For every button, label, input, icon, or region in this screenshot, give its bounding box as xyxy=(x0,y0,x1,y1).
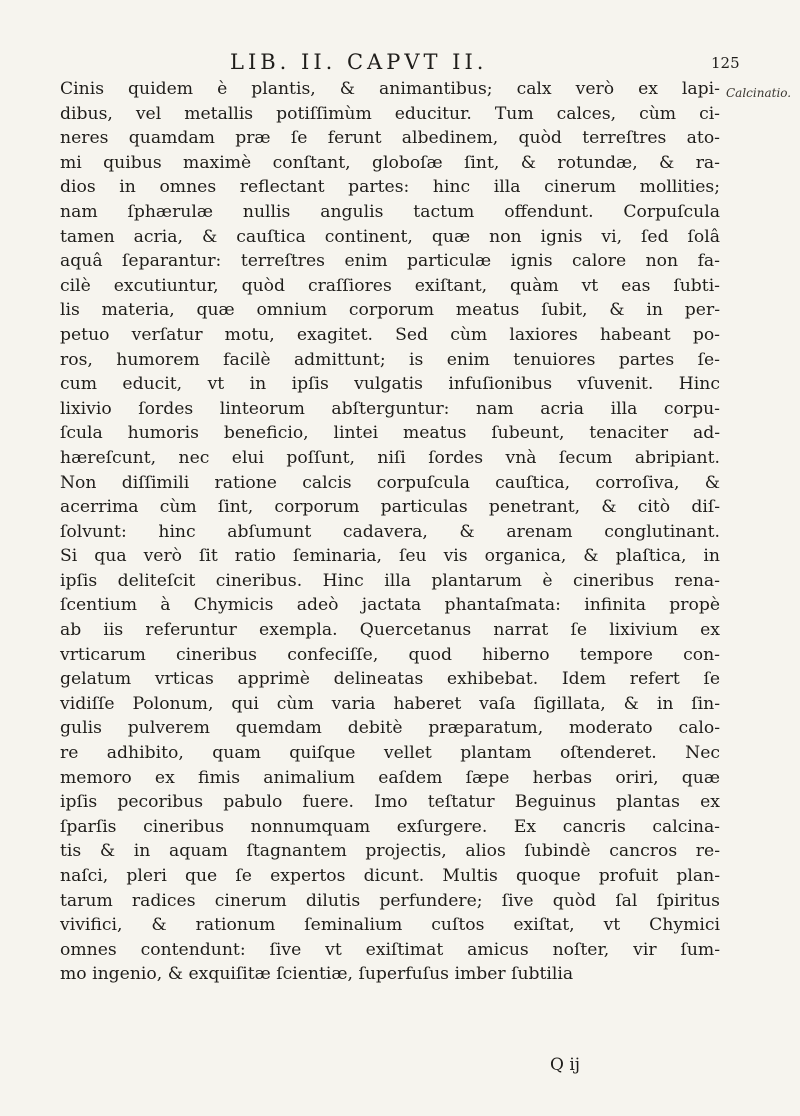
text-line: ros, humorem facilè admittunt; is enim tenuiores partes ſe- xyxy=(60,349,720,370)
text-line: nam ſphærulæ nullis angulis tactum offendunt. Corpuſcula xyxy=(60,201,720,222)
page-number: 125 xyxy=(711,54,740,72)
text-line: Cinis quidem è plantis, & animantibus; calx verò ex lapi- xyxy=(60,79,720,99)
running-head: LIB. II. CAPVT II. xyxy=(230,50,488,74)
text-line: aquâ ſeparantur: terreſtres enim particulæ ignis calore non fa- xyxy=(60,251,720,272)
page-header xyxy=(0,50,800,80)
text-line: cum educit, vt in ipſis vulgatis infuſionibus vſuvenit. Hinc xyxy=(60,374,720,395)
text-line: dios in omnes reflectant partes: hinc illa cinerum mollities; xyxy=(60,177,720,198)
text-line: memoro ex fimis animalium eaſdem ſæpe herbas oriri, quæ xyxy=(60,767,720,788)
body-text xyxy=(60,77,720,987)
text-line: hæreſcunt, nec elui poſſunt, niſi ſordes vnà ſecum abripiant. xyxy=(60,447,720,468)
text-line: cilè excutiuntur, quòd craſſiores exiſtant, quàm vt eas ſubti- xyxy=(60,275,720,296)
text-line: gulis pulverem quemdam debitè præparatum, moderato calo- xyxy=(60,718,720,739)
text-line: vrticarum cineribus confeciſſe, quod hiberno tempore con- xyxy=(60,644,720,665)
text-line: neres quamdam præ ſe ferunt albedinem, quòd terreſtres ato- xyxy=(60,128,720,149)
text-line: vidiſſe Polonum, qui cùm varia haberet vaſa ſigillata, & in ſin- xyxy=(60,693,720,714)
text-line: ſcentium à Chymicis adeò jactata phantaſmata: infinita propè xyxy=(60,595,720,616)
text-line: ſparſis cineribus nonnumquam exſurgere. Ex cancris calcina- xyxy=(60,816,720,837)
text-line: Non diſſimili ratione calcis corpuſcula cauſtica, corroſiva, & xyxy=(60,472,720,493)
text-line: acerrima cùm ſint, corporum particulas penetrant, & citò diſ- xyxy=(60,497,720,518)
text-line: gelatum vrticas apprimè delineatas exhibebat. Idem refert ſe xyxy=(60,669,720,690)
text-line: naſci, pleri que ſe expertos dicunt. Multis quoque profuit plan- xyxy=(60,866,720,886)
text-line: tamen acria, & cauſtica continent, quæ non ignis vi, ſed ſolâ xyxy=(60,226,720,247)
text-line: vivifici, & rationum ſeminalium cuſtos exiſtat, vt Chymici xyxy=(60,915,720,936)
text-line: mi quibus maximè conſtant, globoſæ ſint, & rotundæ, & ra- xyxy=(60,152,720,173)
text-line: dibus, vel metallis potiſſimùm educitur. Tum calces, cùm ci- xyxy=(60,103,720,124)
text-line: ipſis pecoribus pabulo fuere. Imo teſtatur Beguinus plantas ex xyxy=(60,792,720,813)
text-line: lis materia, quæ omnium corporum meatus ſubit, & in per- xyxy=(60,300,720,321)
text-line: ipſis deliteſcit cineribus. Hinc illa plantarum è cineribus rena- xyxy=(60,570,720,591)
text-line: re adhibito, quam quiſque vellet plantam oſtenderet. Nec xyxy=(60,743,720,764)
text-line: ab iis referuntur exempla. Quercetanus narrat ſe lixivium ex xyxy=(60,620,720,641)
text-line: mo ingenio, & exquiſitæ ſcientiæ, ſuperfuſus imber ſubtilia xyxy=(60,964,574,985)
text-line: ſcula humoris beneficio, lintei meatus ſubeunt, tenaciter ad- xyxy=(60,423,720,444)
text-line: petuo verſatur motu, exagitet. Sed cùm laxiores habeant po- xyxy=(60,324,720,345)
text-line: ſolvunt: hinc abſumunt cadavera, & arenam conglutinant. xyxy=(60,521,720,542)
text-line: lixivio ſordes linteorum abſterguntur: nam acria illa corpu- xyxy=(60,398,720,419)
margin-note: Calcinatio. xyxy=(726,86,792,100)
text-line: tarum radices cinerum dilutis perfundere; ſive quòd ſal ſpiritus xyxy=(60,890,720,911)
text-line: tis & in aquam ſtagnantem projectis, alios ſubindè cancros re- xyxy=(60,841,720,862)
text-line: Si qua verò ſit ratio ſeminaria, ſeu vis organica, & plaſtica, in xyxy=(60,546,720,567)
signature-mark: Q ij xyxy=(550,1055,581,1075)
text-line: omnes contendunt: ſive vt exiſtimat amicus noſter, vir ſum- xyxy=(60,939,720,960)
